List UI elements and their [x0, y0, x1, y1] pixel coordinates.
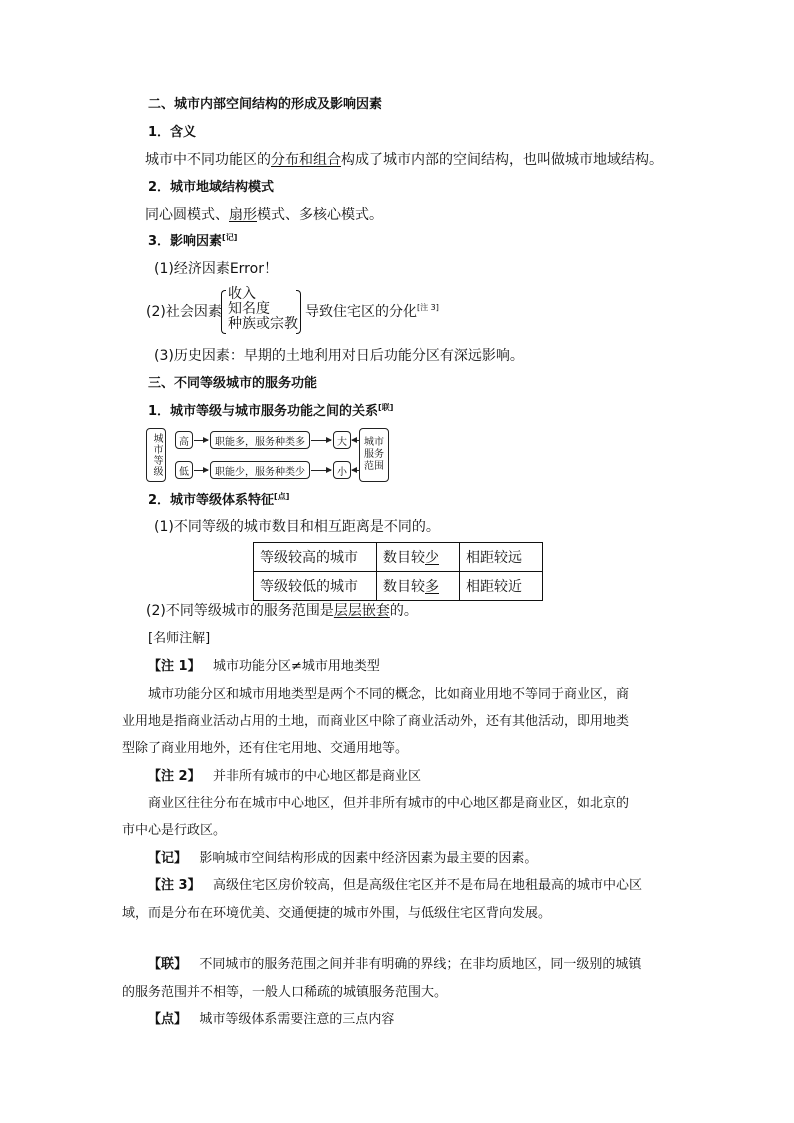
table-cell: 数目较少 [377, 543, 460, 572]
arrow [194, 440, 208, 441]
note-lian-mark: [联] [378, 403, 394, 412]
social-item: 收入 [228, 286, 256, 302]
structure-model-heading: 2．城市地域结构模式 [148, 180, 275, 195]
grade-low-box: 低 [175, 461, 193, 479]
note-1-text: 城市功能分区和城市用地类型是两个不同的概念，比如商业用地不等同于商业区，商 [148, 687, 630, 702]
section-2-title: 二、城市内部空间结构的形成及影响因素 [148, 97, 383, 112]
grade-high-box: 高 [175, 431, 193, 449]
note-1-text: 型除了商业用地外，还有住宅用地、交通用地等。 [122, 741, 409, 756]
table-row [254, 543, 543, 572]
arrow [311, 440, 331, 441]
feature-1: (1)不同等级的城市数目和相互距离是不同的。 [154, 519, 440, 535]
high-desc-box: 职能多，服务种类多 [210, 431, 310, 449]
grade-table [253, 542, 543, 601]
relation-heading: 1．城市等级与城市服务功能之间的关系[联] [148, 403, 394, 419]
note-1-text: 业用地是指商业活动占用的土地，而商业区中除了商业活动外，还有其他活动，即用地类 [122, 714, 630, 729]
city-grade-label-box: 城市等级 [146, 428, 166, 482]
table-cell: 等级较低的城市 [254, 572, 377, 601]
table-cell: 相距较近 [460, 572, 543, 601]
arrow [311, 470, 331, 471]
right-brace [296, 290, 301, 334]
note-dian-mark: [点] [274, 492, 290, 501]
table-cell: 等级较高的城市 [254, 543, 377, 572]
social-factor-result: 导致住宅区的分化[注 3] [305, 303, 439, 320]
note-dian: 【点】 城市等级体系需要注意的三点内容 [148, 1012, 395, 1027]
factors-heading: 3．影响因素[记] [148, 233, 238, 249]
social-factor-items [228, 287, 298, 332]
economic-factor: (1)经济因素Error！ [154, 261, 278, 277]
table-cell: 数目较多 [377, 572, 460, 601]
meaning-heading: 1．含义 [148, 125, 197, 140]
historical-factor: (3)历史因素：早期的土地利用对日后功能分区有深远影响。 [154, 348, 524, 364]
note-ji-mark: [记] [222, 233, 238, 242]
meaning-text: 城市中不同功能区的分布和组合构成了城市内部的空间结构，也叫做城市地域结构。 [145, 152, 663, 168]
note-2-text: 商业区往往分布在城市中心地区，但并非所有城市的中心地区都是商业区，如北京的 [148, 796, 630, 811]
note-1-heading: 【注 1】 城市功能分区≠城市用地类型 [148, 659, 380, 674]
section-3-title: 三、不同等级城市的服务功能 [148, 376, 318, 391]
service-range-label-box: 城市服务范围 [359, 428, 389, 482]
social-item: 知名度 [228, 301, 270, 317]
note-ji: 【记】 影响城市空间结构形成的因素中经济因素为最主要的因素。 [148, 851, 538, 866]
notes-heading: [名师注解] [148, 631, 211, 646]
arrow [352, 470, 359, 471]
left-brace [221, 290, 226, 334]
range-small-box: 小 [333, 461, 351, 479]
system-feature-heading: 2．城市等级体系特征[点] [148, 492, 290, 508]
note-lian-text: 的服务范围并不相等，一般人口稀疏的城镇服务范围大。 [122, 985, 448, 1000]
note-3-mark: [注 3] [417, 303, 439, 312]
note-3-heading: 【注 3】 高级住宅区房价较高，但是高级住宅区并不是布局在地租最高的城市中心区 [148, 878, 642, 893]
note-2-heading: 【注 2】 并非所有城市的中心地区都是商业区 [148, 769, 421, 784]
range-big-box: 大 [333, 431, 351, 449]
table-cell: 相距较远 [460, 543, 543, 572]
social-factor-label: (2)社会因素 [146, 304, 222, 320]
social-item: 种族或宗教 [228, 316, 298, 332]
note-2-text: 市中心是行政区。 [122, 823, 227, 838]
arrow [352, 440, 359, 441]
note-3-text: 域，而是分布在环境优美、交通便捷的城市外围，与低级住宅区背向发展。 [122, 906, 552, 921]
note-lian: 【联】 不同城市的服务范围之间并非有明确的界线；在非均质地区，同一级别的城镇 [148, 957, 642, 972]
low-desc-box: 职能少，服务种类少 [210, 461, 310, 479]
structure-model-text: 同心圆模式、扇形模式、多核心模式。 [145, 207, 383, 223]
feature-2: (2)不同等级城市的服务范围是层层嵌套的。 [146, 603, 418, 619]
arrow [194, 470, 208, 471]
table-row [254, 572, 543, 601]
